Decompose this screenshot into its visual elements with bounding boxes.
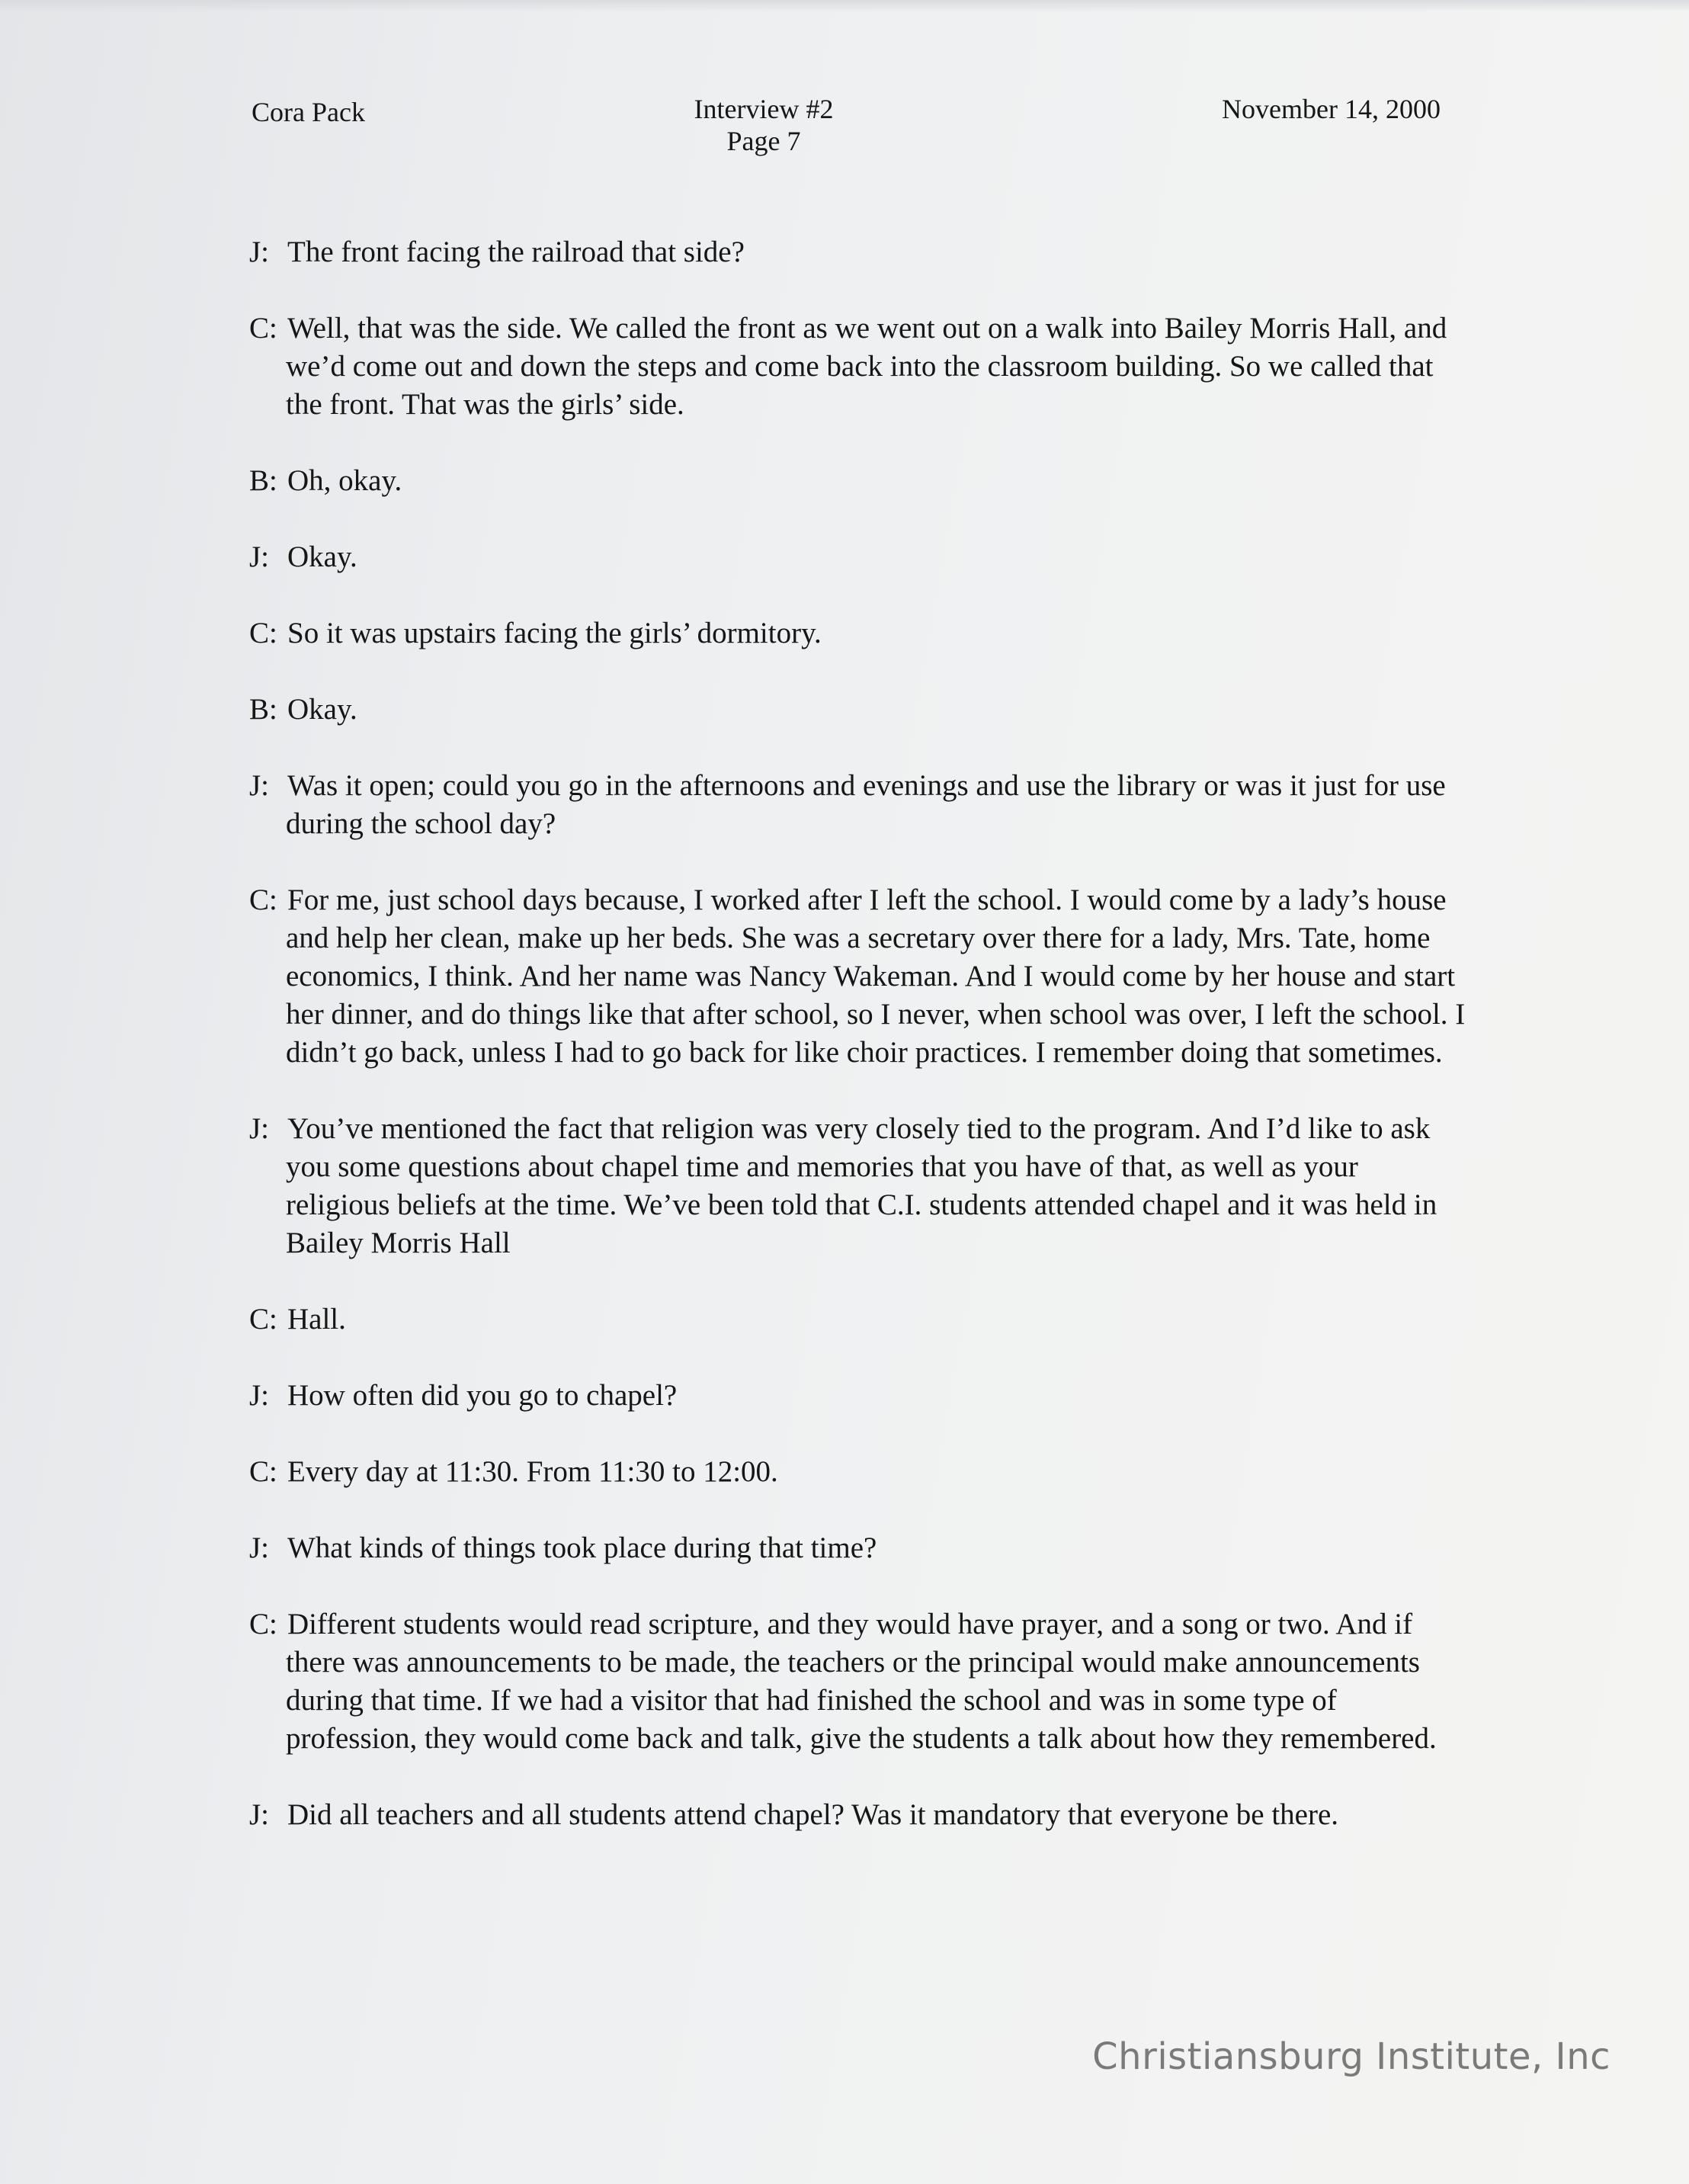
speaker-label: C: bbox=[249, 1455, 277, 1488]
speaker-label: B: bbox=[249, 693, 277, 726]
interview-number: Interview #2 bbox=[694, 94, 834, 124]
transcript-entry bbox=[249, 881, 1469, 1072]
speaker-label: B: bbox=[249, 464, 277, 497]
entry-text: For me, just school days because, I worked after I left the school. I would come by a lady’s house and help her clean, make up her beds. She was a secretary over there for a lady, Mrs. Tate, home economics, I think. And her name was Nancy Wakeman. And I would come by her house and start her dinner, and do things like that after school, so I never, when school was over, I left the school. I didn’t go back, unless I had to go back for like choir practices. I remember doing that sometimes. bbox=[286, 884, 1466, 1069]
page-number: Page 7 bbox=[726, 126, 801, 156]
entry-text: Was it open; could you go in the afternoons and evenings and use the library or was it just for use during the school day? bbox=[286, 769, 1446, 840]
speaker-label: J: bbox=[249, 1379, 270, 1412]
transcript-entry bbox=[249, 1529, 1469, 1567]
transcript-entry bbox=[249, 309, 1469, 424]
speaker-label: J: bbox=[249, 769, 270, 802]
interview-date: November 14, 2000 bbox=[1222, 94, 1441, 124]
entry-text: What kinds of things took place during that time? bbox=[287, 1531, 877, 1564]
speaker-label: C: bbox=[249, 617, 277, 649]
speaker-label: C: bbox=[249, 312, 277, 345]
entry-text: Different students would read scripture, and they would have prayer, and a song or two. And if there was announcements to be made, the teachers or the principal would make announcements during that time. If we had a visitor that had finished the school and was in some type of profession, they would come back and talk, give the students a talk about how they remembered. bbox=[286, 1608, 1437, 1755]
speaker-label: C: bbox=[249, 1608, 277, 1640]
speaker-label: C: bbox=[249, 884, 277, 916]
speaker-label: J: bbox=[249, 236, 270, 268]
entry-text: Well, that was the side. We called the front as we went out on a walk into Bailey Morris Hall, and we’d come out and down the steps and come back into the classroom building. So we called that the front. That was the girls’ side. bbox=[286, 312, 1447, 421]
transcript-entry bbox=[249, 538, 1469, 576]
entry-text: Did all teachers and all students attend chapel? Was it mandatory that everyone be there. bbox=[287, 1798, 1339, 1831]
transcript-entry bbox=[249, 233, 1469, 271]
transcript-entry bbox=[249, 1300, 1469, 1339]
transcript-entry bbox=[249, 1110, 1469, 1262]
entry-text: So it was upstairs facing the girls’ dormitory. bbox=[287, 617, 822, 649]
transcript-entry bbox=[249, 767, 1469, 843]
entry-text: How often did you go to chapel? bbox=[287, 1379, 678, 1412]
transcript-entry bbox=[249, 1377, 1469, 1415]
transcript-entry bbox=[249, 1605, 1469, 1758]
speaker-label: J: bbox=[249, 1798, 270, 1831]
entry-text: Okay. bbox=[287, 693, 357, 726]
transcript-entry bbox=[249, 691, 1469, 729]
entry-text: The front facing the railroad that side? bbox=[287, 236, 745, 268]
speaker-label: J: bbox=[249, 1531, 270, 1564]
transcript-body bbox=[249, 233, 1469, 1872]
transcript-entry bbox=[249, 462, 1469, 500]
interviewee-name: Cora Pack bbox=[252, 97, 365, 127]
speaker-label: C: bbox=[249, 1303, 277, 1336]
speaker-label: J: bbox=[249, 1112, 270, 1145]
entry-text: Hall. bbox=[287, 1303, 346, 1336]
entry-text: Okay. bbox=[287, 540, 357, 573]
transcript-entry bbox=[249, 1453, 1469, 1491]
transcript-entry bbox=[249, 1796, 1469, 1834]
entry-text: You’ve mentioned the fact that religion was very closely tied to the program. And I’d like to ask you some questions about chapel time and memories that you have of that, as well as your religious beliefs at the time. We’ve been told that C.I. students attended chapel and it was held in Bailey Morris Hall bbox=[286, 1112, 1437, 1259]
speaker-label: J: bbox=[249, 540, 270, 573]
archive-watermark: Christiansburg Institute, Inc bbox=[1092, 2035, 1610, 2078]
entry-text: Every day at 11:30. From 11:30 to 12:00. bbox=[287, 1455, 778, 1488]
page-edge-shadow bbox=[0, 0, 1689, 12]
entry-text: Oh, okay. bbox=[287, 464, 402, 497]
transcript-entry bbox=[249, 614, 1469, 653]
